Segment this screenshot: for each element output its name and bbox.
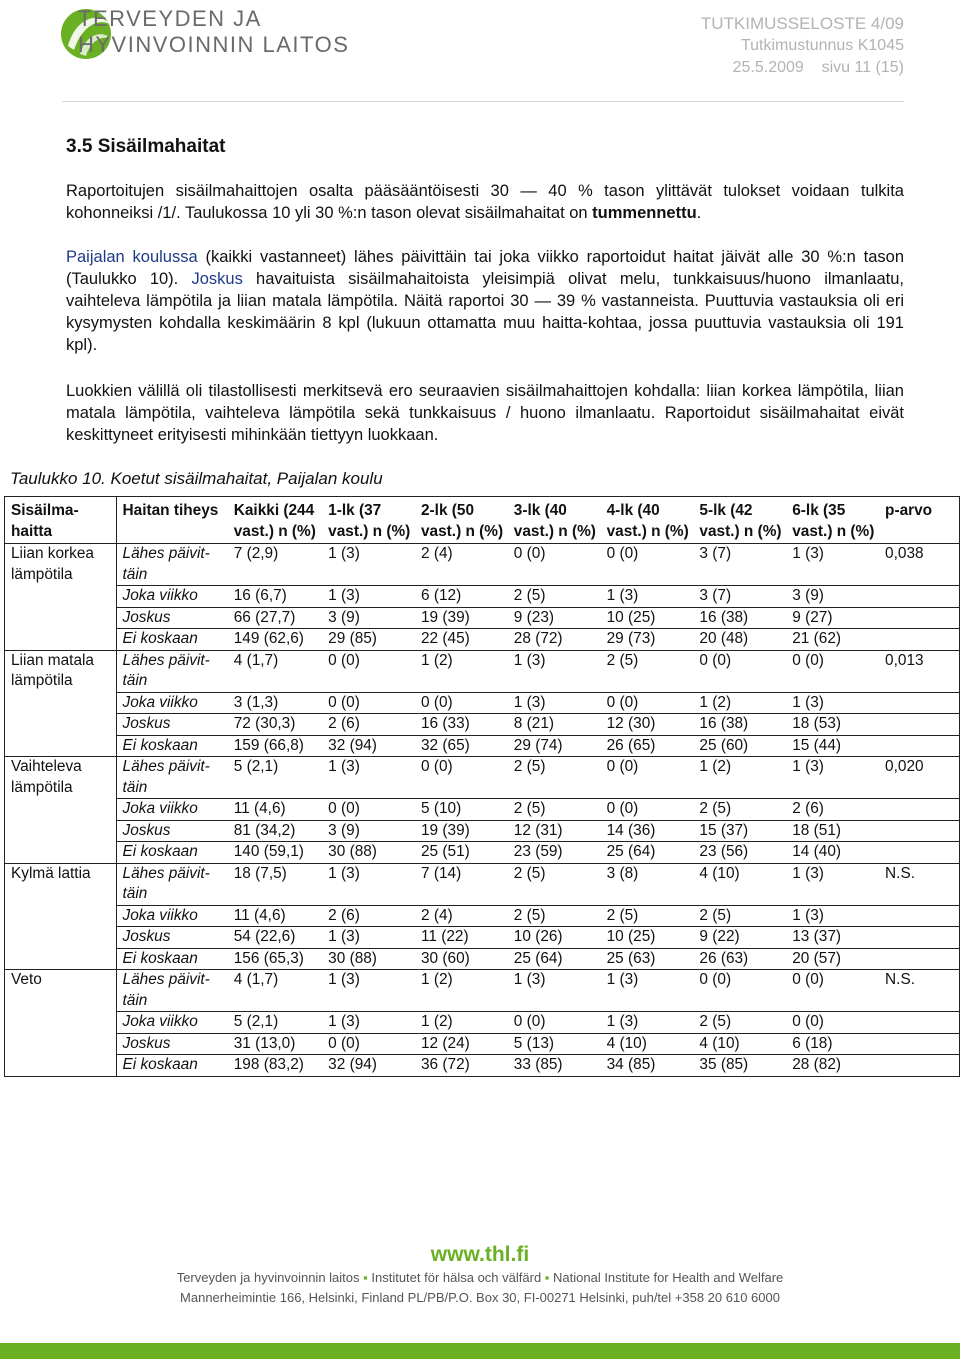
value-grade-2: 30 (60)	[417, 948, 510, 970]
value-grade-2: 16 (33)	[417, 714, 510, 736]
value-grade-3: 2 (5)	[510, 799, 603, 821]
frequency-label: Joskus	[116, 1033, 230, 1055]
value-grade-4: 0 (0)	[603, 692, 696, 714]
value-total: 198 (83,2)	[230, 1055, 324, 1077]
footer-green-bar	[0, 1343, 960, 1359]
header-grade-2: 2-lk (50 vast.) n (%)	[417, 497, 510, 544]
value-total: 140 (59,1)	[230, 842, 324, 864]
value-grade-1: 29 (85)	[324, 629, 417, 651]
value-grade-5: 15 (37)	[695, 820, 788, 842]
section-title: 3.5 Sisäilmahaitat	[66, 136, 226, 157]
footer-org-en: National Institute for Health and Welfare	[553, 1270, 784, 1285]
frequency-label: Lähes päivit-täin	[116, 544, 230, 586]
value-total: 72 (30,3)	[230, 714, 324, 736]
value-grade-2: 2 (4)	[417, 905, 510, 927]
document-header-info	[701, 13, 904, 79]
p1-text-bold: tummennettu	[592, 204, 697, 222]
table-row	[5, 970, 960, 1012]
harm-category: Liian korkea lämpötila	[5, 544, 117, 651]
table-row	[5, 586, 960, 608]
p-value	[881, 820, 959, 842]
value-grade-1: 1 (3)	[324, 927, 417, 949]
value-grade-4: 2 (5)	[603, 905, 696, 927]
value-grade-4: 25 (63)	[603, 948, 696, 970]
table-row	[5, 820, 960, 842]
p-value	[881, 842, 959, 864]
value-grade-3: 25 (64)	[510, 948, 603, 970]
value-grade-6: 1 (3)	[788, 863, 881, 905]
value-grade-6: 0 (0)	[788, 650, 881, 692]
value-grade-6: 1 (3)	[788, 757, 881, 799]
p2-joskus: Joskus	[191, 270, 243, 288]
header-p-value: p-arvo	[881, 497, 959, 544]
table-body	[5, 544, 960, 1077]
value-grade-5: 2 (5)	[695, 1012, 788, 1034]
value-grade-1: 3 (9)	[324, 820, 417, 842]
caption-text: Koetut sisäilmahaitat, Paijalan koulu	[105, 469, 383, 488]
value-grade-5: 9 (22)	[695, 927, 788, 949]
footer-org-sv: Institutet för hälsa och välfärd	[371, 1270, 542, 1285]
harm-category: Kylmä lattia	[5, 863, 117, 970]
value-grade-6: 6 (18)	[788, 1033, 881, 1055]
value-grade-4: 12 (30)	[603, 714, 696, 736]
value-grade-2: 36 (72)	[417, 1055, 510, 1077]
value-grade-3: 10 (26)	[510, 927, 603, 949]
value-grade-1: 0 (0)	[324, 799, 417, 821]
value-grade-3: 0 (0)	[510, 1012, 603, 1034]
value-grade-4: 2 (5)	[603, 650, 696, 692]
value-grade-5: 16 (38)	[695, 607, 788, 629]
value-grade-3: 1 (3)	[510, 692, 603, 714]
value-grade-3: 1 (3)	[510, 650, 603, 692]
value-grade-3: 2 (5)	[510, 586, 603, 608]
value-grade-3: 2 (5)	[510, 905, 603, 927]
p-value	[881, 607, 959, 629]
value-grade-2: 7 (14)	[417, 863, 510, 905]
value-grade-5: 3 (7)	[695, 544, 788, 586]
value-grade-4: 25 (64)	[603, 842, 696, 864]
value-grade-6: 0 (0)	[788, 970, 881, 1012]
frequency-label: Ei koskaan	[116, 948, 230, 970]
value-grade-2: 0 (0)	[417, 692, 510, 714]
frequency-label: Ei koskaan	[116, 842, 230, 864]
value-total: 3 (1,3)	[230, 692, 324, 714]
p-value: 0,013	[881, 650, 959, 692]
value-grade-6: 0 (0)	[788, 1012, 881, 1034]
logo-line-1: TERVEYDEN JA	[78, 6, 262, 31]
table-row	[5, 863, 960, 905]
value-grade-6: 14 (40)	[788, 842, 881, 864]
value-grade-3: 28 (72)	[510, 629, 603, 651]
value-grade-1: 0 (0)	[324, 1033, 417, 1055]
table-caption	[10, 469, 383, 489]
table-row	[5, 735, 960, 757]
table-row	[5, 650, 960, 692]
value-grade-6: 18 (51)	[788, 820, 881, 842]
table-row	[5, 948, 960, 970]
footer-address: Mannerheimintie 166, Helsinki, Finland PL/PB/P.O. Box 30, FI-00271 Helsinki, puh/tel +358 20 610 6000	[180, 1290, 780, 1305]
value-total: 149 (62,6)	[230, 629, 324, 651]
value-grade-6: 21 (62)	[788, 629, 881, 651]
paragraph-2	[66, 246, 904, 356]
harm-category: Veto	[5, 970, 117, 1077]
frequency-label: Ei koskaan	[116, 1055, 230, 1077]
frequency-label: Joskus	[116, 927, 230, 949]
header-divider	[62, 101, 904, 102]
value-grade-3: 2 (5)	[510, 757, 603, 799]
table-row	[5, 544, 960, 586]
value-grade-5: 23 (56)	[695, 842, 788, 864]
frequency-label: Lähes päivit-täin	[116, 863, 230, 905]
value-grade-2: 5 (10)	[417, 799, 510, 821]
value-grade-5: 2 (5)	[695, 905, 788, 927]
p-value	[881, 1055, 959, 1077]
value-grade-2: 2 (4)	[417, 544, 510, 586]
value-total: 159 (66,8)	[230, 735, 324, 757]
value-grade-1: 0 (0)	[324, 692, 417, 714]
value-grade-2: 11 (22)	[417, 927, 510, 949]
value-grade-1: 2 (6)	[324, 714, 417, 736]
table-header-row	[5, 497, 960, 544]
value-grade-1: 0 (0)	[324, 650, 417, 692]
document-type: TUTKIMUSSELOSTE 4/09	[700, 14, 904, 33]
value-total: 156 (65,3)	[230, 948, 324, 970]
header-total: Kaikki (244 vast.) n (%)	[230, 497, 324, 544]
header-grade-1: 1-lk (37 vast.) n (%)	[324, 497, 417, 544]
value-grade-4: 4 (10)	[603, 1033, 696, 1055]
value-total: 4 (1,7)	[230, 650, 324, 692]
value-grade-1: 1 (3)	[324, 544, 417, 586]
value-grade-2: 1 (2)	[417, 1012, 510, 1034]
value-grade-4: 26 (65)	[603, 735, 696, 757]
value-grade-1: 1 (3)	[324, 586, 417, 608]
p-value: N.S.	[881, 970, 959, 1012]
p2-text-b: (kaikki vastanneet) lähes päivittäin tai joka viikko raportoidut haitat jäivät alle 30 %:n tason (Taulukko 10).	[66, 248, 904, 288]
table-row	[5, 692, 960, 714]
footer-website: www.thl.fi	[430, 1243, 530, 1266]
harm-category: Liian matala lämpötila	[5, 650, 117, 757]
value-grade-5: 4 (10)	[695, 1033, 788, 1055]
value-grade-5: 0 (0)	[695, 970, 788, 1012]
paragraph-1	[66, 180, 904, 224]
header-grade-5: 5-lk (42 vast.) n (%)	[695, 497, 788, 544]
value-grade-6: 15 (44)	[788, 735, 881, 757]
value-grade-4: 0 (0)	[603, 544, 696, 586]
value-grade-3: 9 (23)	[510, 607, 603, 629]
indoor-air-complaints-table	[4, 496, 960, 1077]
date-and-page: 25.5.2009 sivu 11 (15)	[732, 59, 904, 76]
frequency-label: Joka viikko	[116, 905, 230, 927]
value-total: 11 (4,6)	[230, 799, 324, 821]
research-id: Tutkimustunnus K1045	[740, 37, 904, 54]
value-grade-6: 9 (27)	[788, 607, 881, 629]
frequency-label: Ei koskaan	[116, 735, 230, 757]
value-grade-5: 26 (63)	[695, 948, 788, 970]
value-grade-2: 6 (12)	[417, 586, 510, 608]
value-grade-6: 28 (82)	[788, 1055, 881, 1077]
value-grade-2: 19 (39)	[417, 820, 510, 842]
frequency-label: Joskus	[116, 820, 230, 842]
p-value	[881, 905, 959, 927]
value-grade-3: 8 (21)	[510, 714, 603, 736]
value-grade-5: 16 (38)	[695, 714, 788, 736]
value-total: 18 (7,5)	[230, 863, 324, 905]
value-grade-3: 33 (85)	[510, 1055, 603, 1077]
value-grade-2: 12 (24)	[417, 1033, 510, 1055]
p1-text-a: Raportoitujen sisäilmahaittojen osalta pääsääntöisesti 30 — 40 % tason ylittävät tulokset voidaan tulkita kohonneiksi /1/. Taulukossa 10 yli 30 %:n tason olevat sisäilmahaitat on	[66, 182, 904, 222]
value-grade-2: 19 (39)	[417, 607, 510, 629]
frequency-label: Lähes päivit-täin	[116, 757, 230, 799]
table-row	[5, 905, 960, 927]
p-value	[881, 948, 959, 970]
harm-category: Vaihteleva lämpötila	[5, 757, 117, 864]
p-value	[881, 692, 959, 714]
frequency-label: Joskus	[116, 607, 230, 629]
header-grade-3: 3-lk (40 vast.) n (%)	[510, 497, 603, 544]
footer-organisation	[0, 1270, 960, 1285]
header-grade-4: 4-lk (40 vast.) n (%)	[603, 497, 696, 544]
value-grade-5: 20 (48)	[695, 629, 788, 651]
footer-separator-2: ▪	[541, 1270, 554, 1285]
value-grade-4: 29 (73)	[603, 629, 696, 651]
table-row	[5, 1033, 960, 1055]
p-value	[881, 1033, 959, 1055]
p-value: 0,038	[881, 544, 959, 586]
value-grade-3: 12 (31)	[510, 820, 603, 842]
value-total: 5 (2,1)	[230, 1012, 324, 1034]
value-total: 7 (2,9)	[230, 544, 324, 586]
value-grade-3: 5 (13)	[510, 1033, 603, 1055]
value-total: 4 (1,7)	[230, 970, 324, 1012]
value-grade-1: 1 (3)	[324, 1012, 417, 1034]
logo-line-2: HYVINVOINNIN LAITOS	[78, 32, 350, 57]
table-row	[5, 629, 960, 651]
value-total: 66 (27,7)	[230, 607, 324, 629]
caption-label: Taulukko 10.	[10, 469, 106, 488]
value-grade-6: 13 (37)	[788, 927, 881, 949]
value-grade-1: 30 (88)	[324, 948, 417, 970]
frequency-label: Joka viikko	[116, 692, 230, 714]
value-grade-1: 2 (6)	[324, 905, 417, 927]
logo-wordmark	[78, 6, 349, 58]
p1-text-c: .	[696, 204, 702, 222]
value-grade-1: 1 (3)	[324, 970, 417, 1012]
value-grade-5: 0 (0)	[695, 650, 788, 692]
header-category: Sisäilma-haitta	[5, 497, 117, 544]
table-row	[5, 842, 960, 864]
value-grade-5: 3 (7)	[695, 586, 788, 608]
value-grade-2: 1 (2)	[417, 970, 510, 1012]
value-grade-5: 1 (2)	[695, 692, 788, 714]
value-grade-6: 1 (3)	[788, 692, 881, 714]
value-grade-6: 18 (53)	[788, 714, 881, 736]
value-grade-2: 32 (65)	[417, 735, 510, 757]
value-grade-1: 30 (88)	[324, 842, 417, 864]
value-grade-6: 20 (57)	[788, 948, 881, 970]
frequency-label: Joskus	[116, 714, 230, 736]
p-value	[881, 629, 959, 651]
p-value: 0,020	[881, 757, 959, 799]
p-value	[881, 586, 959, 608]
header-grade-6: 6-lk (35 vast.) n (%)	[788, 497, 881, 544]
footer-separator-1: ▪	[359, 1270, 372, 1285]
table-row	[5, 714, 960, 736]
table-row	[5, 799, 960, 821]
value-grade-3: 23 (59)	[510, 842, 603, 864]
value-grade-6: 3 (9)	[788, 586, 881, 608]
p-value	[881, 927, 959, 949]
p2-school-name: Paijalan koulussa	[66, 248, 198, 266]
frequency-label: Joka viikko	[116, 586, 230, 608]
value-total: 81 (34,2)	[230, 820, 324, 842]
value-grade-1: 1 (3)	[324, 863, 417, 905]
value-grade-5: 25 (60)	[695, 735, 788, 757]
value-grade-5: 35 (85)	[695, 1055, 788, 1077]
table-row	[5, 607, 960, 629]
value-grade-5: 4 (10)	[695, 863, 788, 905]
value-grade-4: 3 (8)	[603, 863, 696, 905]
value-grade-1: 1 (3)	[324, 757, 417, 799]
p-value: N.S.	[881, 863, 959, 905]
frequency-label: Lähes päivit-täin	[116, 650, 230, 692]
value-total: 11 (4,6)	[230, 905, 324, 927]
frequency-label: Ei koskaan	[116, 629, 230, 651]
value-total: 5 (2,1)	[230, 757, 324, 799]
value-grade-6: 1 (3)	[788, 544, 881, 586]
value-grade-4: 14 (36)	[603, 820, 696, 842]
frequency-label: Lähes päivit-täin	[116, 970, 230, 1012]
header-frequency: Haitan tiheys	[116, 497, 230, 544]
value-grade-2: 1 (2)	[417, 650, 510, 692]
table-row	[5, 757, 960, 799]
value-grade-3: 0 (0)	[510, 544, 603, 586]
table-row	[5, 927, 960, 949]
value-total: 16 (6,7)	[230, 586, 324, 608]
value-grade-4: 1 (3)	[603, 970, 696, 1012]
value-grade-3: 2 (5)	[510, 863, 603, 905]
value-grade-6: 2 (6)	[788, 799, 881, 821]
value-grade-3: 1 (3)	[510, 970, 603, 1012]
value-grade-2: 22 (45)	[417, 629, 510, 651]
value-grade-6: 1 (3)	[788, 905, 881, 927]
value-grade-1: 32 (94)	[324, 1055, 417, 1077]
value-total: 31 (13,0)	[230, 1033, 324, 1055]
footer-org-fi: Terveyden ja hyvinvoinnin laitos	[176, 1270, 360, 1285]
value-grade-4: 10 (25)	[603, 927, 696, 949]
value-grade-4: 0 (0)	[603, 799, 696, 821]
value-grade-2: 0 (0)	[417, 757, 510, 799]
value-total: 54 (22,6)	[230, 927, 324, 949]
value-grade-5: 1 (2)	[695, 757, 788, 799]
p-value	[881, 735, 959, 757]
value-grade-5: 2 (5)	[695, 799, 788, 821]
value-grade-4: 1 (3)	[603, 1012, 696, 1034]
paragraph-3: Luokkien välillä oli tilastollisesti merkitsevä ero seuraavien sisäilmahaittojen kohdalla: liian korkea lämpötila, liian matala lämpötila, vaihteleva lämpötila sekä tunkkaisuus / huono ilmanlaatu. Raportoidut sisäilmahaitat eivät keskittyneet erityisesti mihinkään tiettyyn luokkaan.	[66, 382, 904, 444]
p-value	[881, 714, 959, 736]
value-grade-1: 32 (94)	[324, 735, 417, 757]
value-grade-4: 10 (25)	[603, 607, 696, 629]
value-grade-4: 34 (85)	[603, 1055, 696, 1077]
p-value	[881, 1012, 959, 1034]
value-grade-2: 25 (51)	[417, 842, 510, 864]
table-row	[5, 1012, 960, 1034]
value-grade-4: 0 (0)	[603, 757, 696, 799]
p-value	[881, 799, 959, 821]
table-row	[5, 1055, 960, 1077]
value-grade-4: 1 (3)	[603, 586, 696, 608]
frequency-label: Joka viikko	[116, 1012, 230, 1034]
value-grade-1: 3 (9)	[324, 607, 417, 629]
value-grade-3: 29 (74)	[510, 735, 603, 757]
p2-text-d: havaituista sisäilmahaitoista yleisimpiä olivat melu, tunkkaisuus/huono ilmanlaatu, vaihteleva lämpötila ja liian matala lämpötila. Näitä raportoi 30 — 39 % vastanneista. Puuttuvia vastauksia oli eri kysymysten kohdalla keskimäärin 8 kpl (lukuun ottamatta muu haitta-kohtaa, jossa puuttuvia vastauksia oli 191 kpl).	[66, 270, 904, 354]
frequency-label: Joka viikko	[116, 799, 230, 821]
